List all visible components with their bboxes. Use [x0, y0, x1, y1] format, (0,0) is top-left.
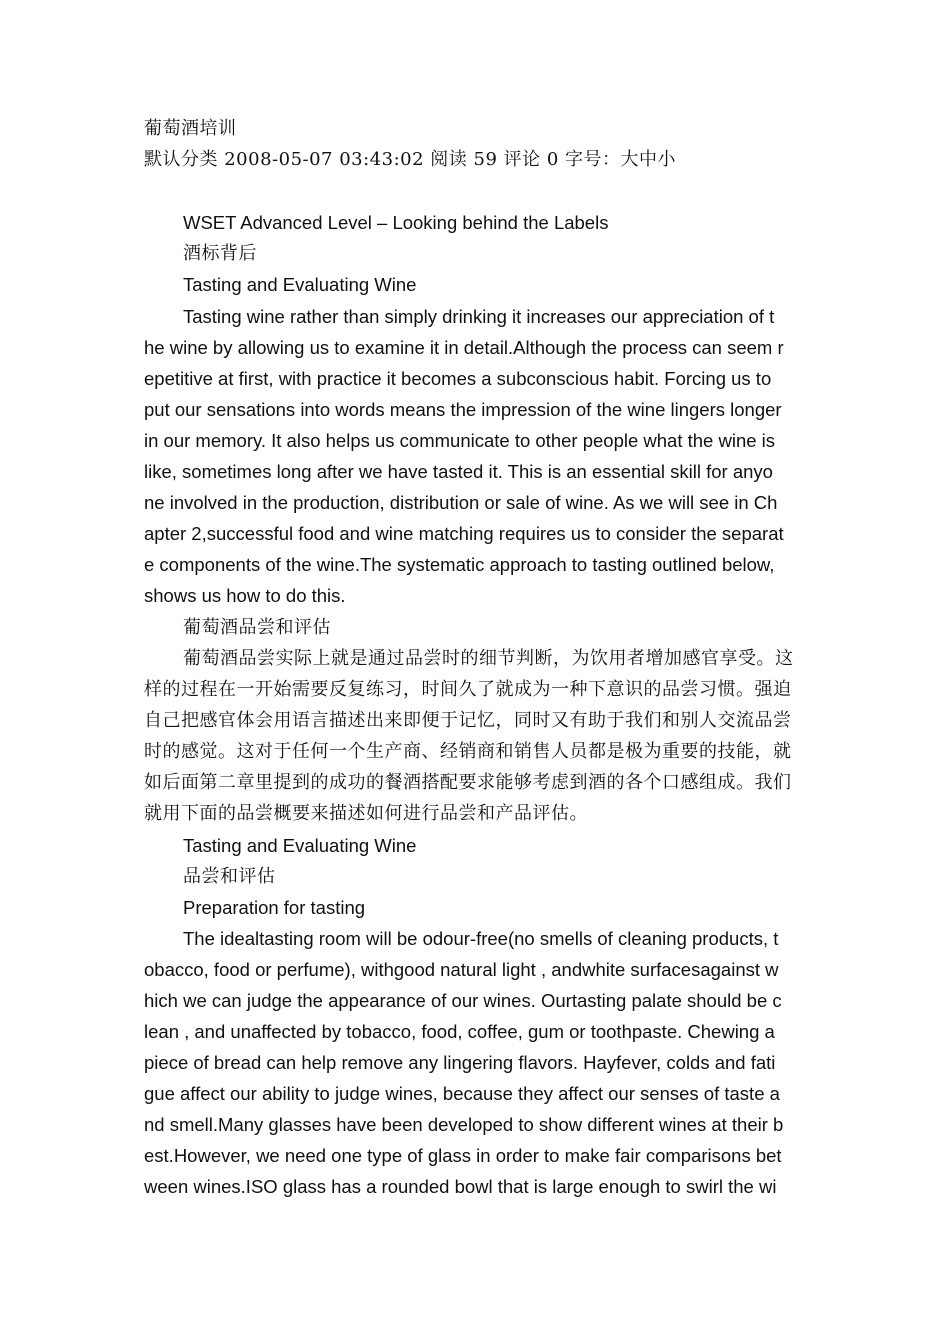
para1-line: like, sometimes long after we have tasted it. This is an essential skill for anyo: [144, 461, 773, 482]
para1-line: ne involved in the production, distribution or sale of wine. As we will see in Ch: [144, 492, 778, 513]
para2-line: piece of bread can help remove any lingering flavors. Hayfever, colds and fati: [144, 1052, 776, 1073]
para1-line: shows us how to do this.: [144, 585, 346, 606]
post-meta: 默认分类 2008-05-07 03:43:02 阅读 59 评论 0 字号：大中小: [144, 149, 677, 170]
para1-zh-line: 就用下面的品尝概要来描述如何进行品尝和产品评估。: [144, 803, 588, 824]
section1-title-zh: 葡萄酒品尝和评估: [183, 617, 331, 638]
para1-zh-line: 自己把感官体会用语言描述出来即便于记忆，同时又有助于我们和别人交流品尝: [144, 710, 792, 731]
para1-line: apter 2,successful food and wine matching requires us to consider the separat: [144, 523, 784, 544]
para1-zh-line: 样的过程在一开始需要反复练习，时间久了就成为一种下意识的品尝习惯。强迫: [144, 679, 792, 700]
para1-line: epetitive at first, with practice it becomes a subconscious habit. Forcing us to: [144, 368, 772, 389]
para1-line: in our memory. It also helps us communicate to other people what the wine is: [144, 430, 776, 451]
para1-line: e components of the wine.The systematic approach to tasting outlined below,: [144, 554, 775, 575]
para1-line: he wine by allowing us to examine it in detail.Although the process can seem r: [144, 337, 784, 358]
para2-line: obacco, food or perfume), withgood natural light , andwhite surfacesagainst w: [144, 959, 779, 980]
post-title: 葡萄酒培训: [144, 118, 237, 139]
heading-zh: 酒标背后: [183, 243, 257, 264]
para2-line: gue affect our ability to judge wines, because they affect our senses of taste a: [144, 1083, 780, 1104]
para2-line: ween wines.ISO glass has a rounded bowl that is large enough to swirl the wi: [144, 1176, 777, 1197]
section1-title: Tasting and Evaluating Wine: [183, 274, 417, 295]
para1-line: put our sensations into words means the impression of the wine lingers longer: [144, 399, 782, 420]
subsection-title: Preparation for tasting: [183, 897, 366, 918]
heading-en: WSET Advanced Level – Looking behind the Labels: [183, 212, 609, 233]
section2-title: Tasting and Evaluating Wine: [183, 835, 417, 856]
para1-zh-line: 葡萄酒品尝实际上就是通过品尝时的细节判断，为饮用者增加感官享受。这: [183, 648, 794, 669]
para1-zh-line: 如后面第二章里提到的成功的餐酒搭配要求能够考虑到酒的各个口感组成。我们: [144, 772, 792, 793]
para2-line: est.However, we need one type of glass in order to make fair comparisons bet: [144, 1145, 782, 1166]
para2-line: hich we can judge the appearance of our wines. Ourtasting palate should be c: [144, 990, 782, 1011]
para1-line: Tasting wine rather than simply drinking it increases our appreciation of t: [183, 306, 775, 327]
para2-line: lean , and unaffected by tobacco, food, coffee, gum or toothpaste. Chewing a: [144, 1021, 775, 1042]
para2-line: nd smell.Many glasses have been developed to show different wines at their b: [144, 1114, 784, 1135]
para1-zh-line: 时的感觉。这对于任何一个生产商、经销商和销售人员都是极为重要的技能，就: [144, 741, 792, 762]
section2-title-zh: 品尝和评估: [183, 866, 276, 887]
para2-line: The idealtasting room will be odour-free(no smells of cleaning products, t: [183, 928, 779, 949]
